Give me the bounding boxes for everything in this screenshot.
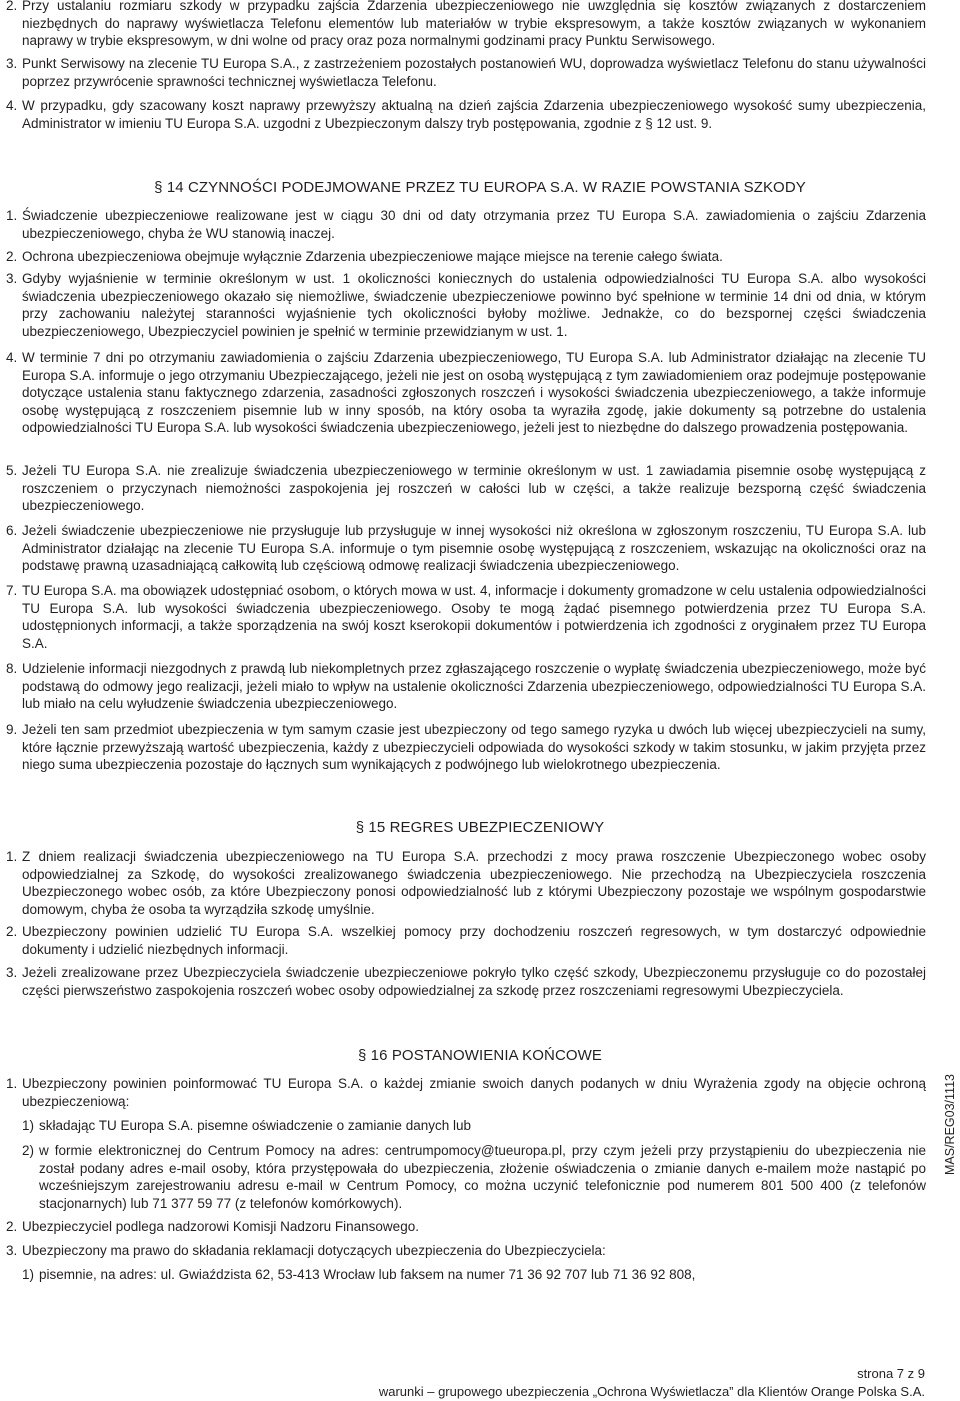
paragraph-14-8: 8. Udzielenie informacji niezgodnych z prawdą lub niekompletnych przez zgłaszającego roszczenie o wypłatę świadczenia ubezpieczeniowego, może być podstawą do odmowy jego realizacji, jeżeli miało to wpływ na ustalenie okoliczności Zdarzenia ubezpieczeniowego, odpowiedzialności TU Europa S.A. lub miało na celu wyłudzenie świadczenia ubezpieczeniowego.	[6, 661, 926, 711]
page-number: strona 7 z 9	[857, 1366, 925, 1381]
paragraph-14-4: 4. W terminie 7 dni po otrzymaniu zawiadomienia o zajściu Zdarzenia ubezpieczeniowego, TU Europa S.A. lub Administrator działając na zlecenie TU Europa S.A. informuje o jego otrzymaniu Ubezpieczającego, jeżeli nie jest on osobą występującą z tym zawiadomieniem oraz podejmuje postępowanie dotyczące ustalenia stanu faktycznego zdarzenia, zasadności zgłoszonych roszczeń i wysokości świadczenia ubezpieczeniowego, a także informuje osobę występującą z roszczeniem pisemnie lub w inny sposób, na który osoba ta wyraziła zgodę, jakie dokumenty są potrzebne do ustalenia odpowiedzialności TU Europa S.A. lub wysokości świadczenia ubezpieczeniowego, jeżeli jest to niezbędne do dalszego prowadzenia postępowania.	[6, 350, 926, 435]
section-15-heading: § 15 REGRES UBEZPIECZENIOWY	[355, 819, 605, 836]
paragraph-14-7: 7. TU Europa S.A. ma obowiązek udostępniać osobom, o których mowa w ust. 4, informacje i dokumenty gromadzone w celu ustalenia odpowiedzialności TU Europa S.A. lub wysokości świadczenia ubezpieczeniowego. Osoby te mogą żądać pisemnego potwierdzenia przez TU Europa S.A. udostępnionych informacji, a także sporządzenia na swój koszt kserokopii dokumentów i potwierdzenia ich zgodności z oryginałem przez TU Europa S.A.	[6, 583, 926, 651]
paragraph-14-9: 9. Jeżeli ten sam przedmiot ubezpieczenia w tym samym czasie jest ubezpieczony od tego samego ryzyka u dwóch lub więcej ubezpieczycieli na sumy, które łącznie przewyższają wartość ubezpieczenia, każdy z ubezpieczycieli odpowiada do wysokości szkody w takim stosunku, w jakim przyjęta przez niego suma ubezpieczenia pozostaje do łącznych sum wynikających z podwójnego lub wielokrotnego ubezpieczenia.	[6, 722, 926, 772]
paragraph-13-4: 4. W przypadku, gdy szacowany koszt naprawy przewyższy aktualną na dzień zajścia Zdarzenia ubezpieczeniowego wysokość sumy ubezpieczenia, Administrator w imieniu TU Europa S.A. uzgodni z Ubezpieczonym dalszy tryb postępowania, zgodnie z § 12 ust. 9.	[6, 98, 926, 131]
paragraph-15-3: 3. Jeżeli zrealizowane przez Ubezpieczyciela świadczenie ubezpieczeniowe pokryło tylko część szkody, Ubezpieczonemu przysługuje co do pozostałej części pierwszeństwo zaspokojenia roszczeń wobec osoby odpowiedzialnej za szkodę przez roszczeniami regresowymi Ubezpieczyciela.	[6, 965, 926, 998]
paragraph-15-1: 1. Z dniem realizacji świadczenia ubezpieczeniowego na TU Europa S.A. przechodzi z mocy prawa roszczenie Ubezpieczonego wobec osoby odpowiedzialnej za Szkodę, do wysokości zrealizowanego świadczenia ubezpieczeniowego. Nie przechodzą na Ubezpieczyciela roszczenia Ubezpieczonego wobec osób, za które Ubezpieczony ponosi odpowiedzialność lub z którymi Ubezpieczony pozostaje we wspólnym gospodarstwie domowym, chyba że osoba ta wyrządziła szkodę umyślnie.	[6, 849, 926, 917]
paragraph-16-1-2: 2) w formie elektronicznej do Centrum Pomocy na adres: centrumpomocy@tueuropa.pl, przy czym jeżeli przy przystąpieniu do ubezpieczenia nie został podany adres e-mail osoby, która przystępowała do ubezpieczenia, złożenie oświadczenia o zmianie danych e-mailem może nastąpić po wcześniejszym zarejestrowaniu adresu e-mail w Centrum Pomocy, co można uczynić telefonicznie pod numerem 801 500 400 (z telefonów stacjonarnych) lub 71 377 59 77 (z telefonów komórkowych).	[22, 1143, 926, 1211]
paragraph-16-2: 2. Ubezpieczyciel podlega nadzorowi Komisji Nadzoru Finansowego.	[6, 1219, 419, 1234]
paragraph-16-3: 3. Ubezpieczony ma prawo do składania reklamacji dotyczących ubezpieczenia do Ubezpieczyciela:	[6, 1243, 606, 1258]
paragraph-13-2: 2. Przy ustalaniu rozmiaru szkody w przypadku zajścia Zdarzenia ubezpieczeniowego nie uwzględnia się kosztów związanych z dostarczeniem niezbędnych do naprawy wyświetlacza Telefonu elementów lub materiałów w trybie ekspresowym, a także kosztów związanych w wykonaniem naprawy w trybie ekspresowym, w dni wolne od pracy oraz poza normalnymi godzinami pracy Punktu Serwisowego.	[6, 0, 926, 48]
paragraph-14-6: 6. Jeżeli świadczenie ubezpieczeniowe nie przysługuje lub przysługuje w innej wysokości niż określona w zgłoszonym roszczeniu, TU Europa S.A. lub Administrator działając na zlecenie TU Europa S.A. informuje o tym pisemnie osobę występującą z roszczeniem, wskazując na okoliczności oraz na podstawę prawną uzasadniającą całkowitą lub częściową odmowę realizacji świadczenia ubezpieczeniowego.	[6, 523, 926, 573]
paragraph-14-3: 3. Gdyby wyjaśnienie w terminie określonym w ust. 1 okoliczności koniecznych do ustalenia odpowiedzialności TU Europa S.A. albo wysokości świadczenia ubezpieczeniowego okazało się niemożliwe, świadczenie ubezpieczeniowe powinno być spełnione w terminie 14 dni od dnia, w którym przy zachowaniu należytej staranności wyjaśnienie tych okoliczności byłoby możliwe. Jednakże, co do bezspornej części świadczenia ubezpieczeniowego, Ubezpieczyciel powinien je spełnić w terminie przewidzianym w ust. 1.	[6, 271, 926, 339]
paragraph-14-2: 2. Ochrona ubezpieczeniowa obejmuje wyłącznie Zdarzenia ubezpieczeniowe mające miejsce na terenie całego świata.	[6, 249, 723, 264]
paragraph-13-3: 3. Punkt Serwisowy na zlecenie TU Europa S.A., z zastrzeżeniem pozostałych postanowień WU, doprowadza wyświetlacz Telefonu do stanu używalności poprzez przywrócenie sprawności technicznej wyświetlacza Telefonu.	[6, 56, 926, 89]
footer-title: warunki – grupowego ubezpieczenia „Ochrona Wyświetlacza” dla Klientów Orange Polska S.A.	[378, 1384, 925, 1399]
document-code: MAS/REG03/1113	[943, 1074, 957, 1175]
paragraph-16-1: 1. Ubezpieczony powinien poinformować TU Europa S.A. o każdej zmianie swoich danych podanych w dniu Wyrażenia zgody na objęcie ochroną ubezpieczeniową:	[6, 1076, 926, 1109]
paragraph-14-1: 1. Świadczenie ubezpieczeniowe realizowane jest w ciągu 30 dni od daty otrzymania przez TU Europa S.A. zawiadomienia o zajściu Zdarzenia ubezpieczeniowego, chyba że WU stanowią inaczej.	[6, 208, 926, 241]
paragraph-15-2: 2. Ubezpieczony powinien udzielić TU Europa S.A. wszelkiej pomocy przy dochodzeniu roszczeń regresowych, w tym dostarczyć odpowiednie dokumenty i udzielić niezbędnych informacji.	[6, 924, 926, 957]
paragraph-16-3-1: 1) pisemnie, na adres: ul. Gwiaździsta 62, 53-413 Wrocław lub faksem na numer 71 36 92 707 lub 71 36 92 808,	[22, 1267, 696, 1282]
section-16-heading: § 16 POSTANOWIENIA KOŃCOWE	[357, 1047, 603, 1064]
section-14-heading: § 14 CZYNNOŚCI PODEJMOWANE PRZEZ TU EUROPA S.A. W RAZIE POWSTANIA SZKODY	[154, 179, 806, 196]
paragraph-14-5: 5. Jeżeli TU Europa S.A. nie zrealizuje świadczenia ubezpieczeniowego w terminie określonym w ust. 1 zawiadamia pisemnie osobę występującą z roszczeniem o przyczynach niemożności zaspokojenia jej roszczeń w całości lub w części, a także realizuje bezsporną część świadczenia ubezpieczeniowego.	[6, 463, 926, 513]
paragraph-16-1-1: 1) składając TU Europa S.A. pisemne oświadczenie o zamianie danych lub	[22, 1118, 471, 1133]
